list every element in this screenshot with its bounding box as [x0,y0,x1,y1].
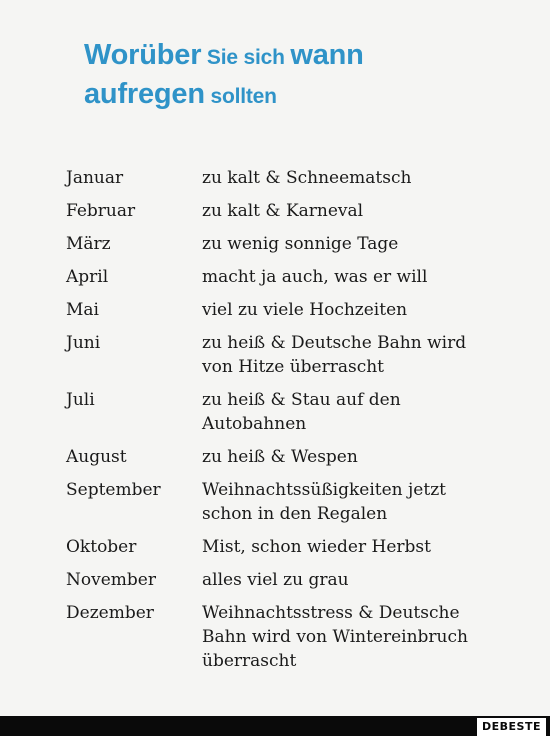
table-row [66,601,526,673]
table-row [66,331,526,379]
reason-text [202,445,526,469]
table-row [66,298,526,322]
reason-line: viel zu viele Hochzeiten [202,300,408,320]
reason-text [202,166,526,190]
reason-line: Bahn wird von Wintereinbruch [202,627,468,647]
reason-line: schon in den Regalen [202,504,388,524]
title-word-wann: wann [290,39,364,71]
reason-line: zu heiß & Wespen [202,447,358,467]
reason-text [202,232,526,256]
reason-line: zu kalt & Karneval [202,201,364,221]
table-row [66,388,526,436]
title-word-worueber: Worüber [84,39,202,71]
table-row [66,265,526,289]
page-title [84,38,504,116]
month-label: Juli [66,390,95,410]
title-line-2 [84,77,504,116]
footer-bar [0,716,550,736]
reason-line: überrascht [202,651,297,671]
title-word-aufregen: aufregen [84,78,205,110]
month-label: September [66,480,161,500]
month-label: März [66,234,111,254]
month-label: Mai [66,300,99,320]
table-row [66,199,526,223]
reason-line: von Hitze überrascht [202,357,385,377]
table-row [66,478,526,526]
reason-text [202,388,526,436]
title-line-1 [84,38,504,77]
reason-text [202,265,526,289]
reason-text [202,199,526,223]
table-row [66,232,526,256]
reason-line: Autobahnen [202,414,307,434]
reason-line: zu heiß & Deutsche Bahn wird [202,333,467,353]
month-label: Oktober [66,537,137,557]
reason-text [202,331,526,379]
watermark-logo: DEBESTE [477,718,546,736]
reason-line: Weihnachtsstress & Deutsche [202,603,460,623]
reason-text [202,298,526,322]
month-label: Februar [66,201,136,221]
table-row [66,445,526,469]
reason-line: zu wenig sonnige Tage [202,234,399,254]
month-label: Juni [66,333,101,353]
reason-text [202,568,526,592]
table-row [66,166,526,190]
reason-text [202,601,526,673]
title-word-sie-sich: Sie sich [201,46,291,69]
reason-text [202,535,526,559]
month-label: August [66,447,127,467]
reason-line: zu kalt & Schneematsch [202,168,412,188]
table-row [66,535,526,559]
month-label: April [66,267,109,287]
title-word-sollten: sollten [204,85,277,108]
reason-line: macht ja auch, was er will [202,267,428,287]
reason-line: alles viel zu grau [202,570,349,590]
table-row [66,568,526,592]
month-label: Januar [66,168,124,188]
reason-line: Mist, schon wieder Herbst [202,537,431,557]
reason-line: Weihnachtssüßigkeiten jetzt [202,480,446,500]
reason-text [202,478,526,526]
month-label: Dezember [66,603,154,623]
month-reason-table [66,166,526,682]
month-label: November [66,570,156,590]
reason-line: zu heiß & Stau auf den [202,390,401,410]
